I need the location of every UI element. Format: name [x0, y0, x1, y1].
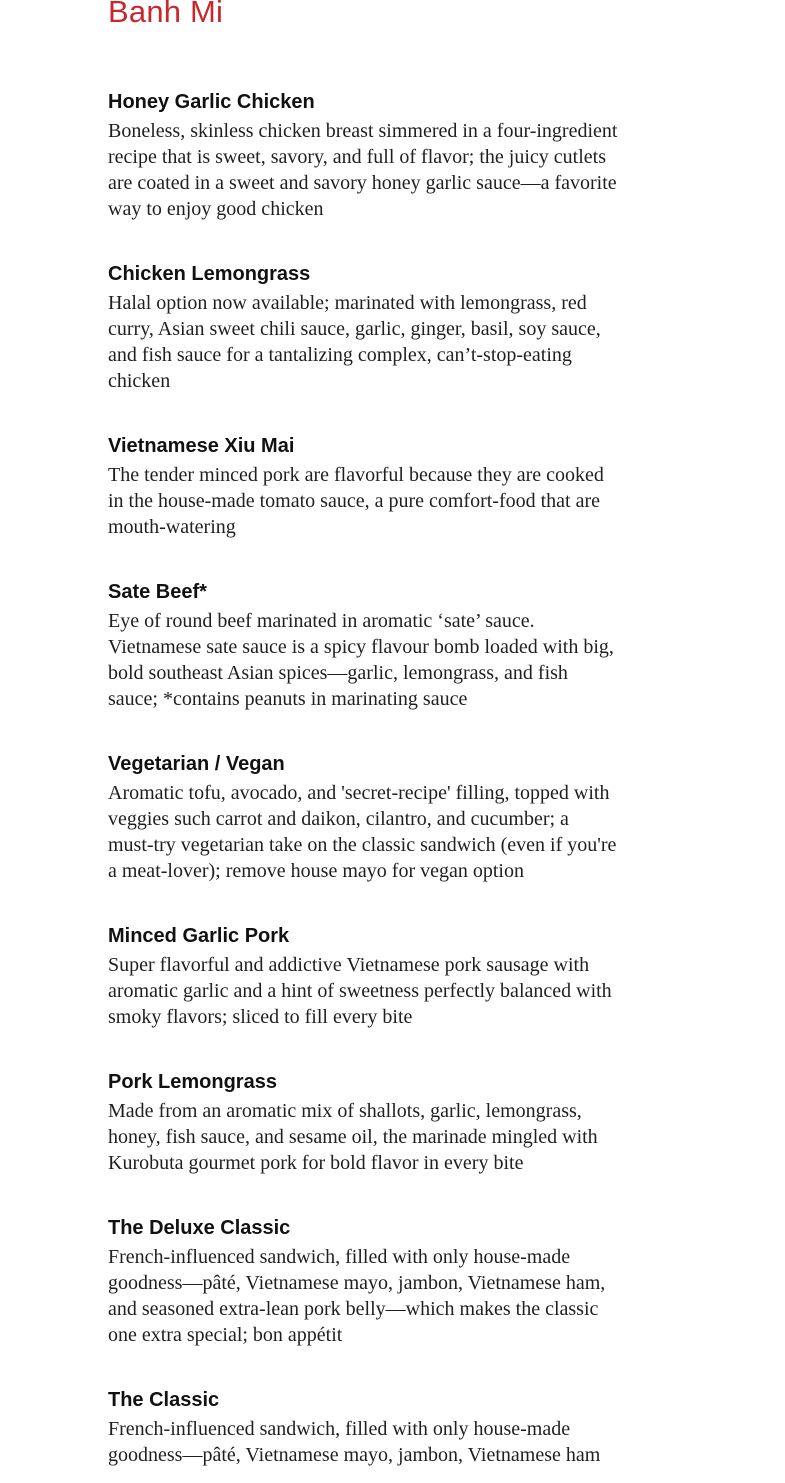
item-name: Vegetarian / Vegan — [108, 753, 285, 775]
menu-item-classic — [108, 1384, 618, 1468]
item-description: Aromatic tofu, avocado, and 'secret-recipe' filling, topped with veggies such carrot and daikon, cilantro, and cucumber; a must-try vegetarian take on the classic sandwich (even if you're a meat-lover); remove house mayo for vegan option — [108, 782, 617, 882]
item-description: The tender minced pork are flavorful because they are cooked in the house-made tomato sauce, a pure comfort-food that are mouth-watering — [108, 464, 604, 538]
menu-item-vegetarian-vegan — [108, 748, 618, 884]
item-description: Super flavorful and addictive Vietnamese pork sausage with aromatic garlic and a hint of sweetness perfectly balanced with smoky flavors; sliced to fill every bite — [108, 954, 612, 1028]
menu-item-deluxe-classic — [108, 1212, 618, 1348]
item-name: Vietnamese Xiu Mai — [108, 435, 295, 457]
menu-item-minced-garlic-pork — [108, 920, 618, 1030]
item-description: Halal option now available; marinated with lemongrass, red curry, Asian sweet chili sauce, garlic, ginger, basil, soy sauce, and fish sauce for a tantalizing complex, can’t-stop-eating chicken — [108, 292, 601, 392]
item-name: Chicken Lemongrass — [108, 263, 311, 285]
item-name: Sate Beef* — [108, 581, 207, 603]
section-title: Banh Mi — [108, 0, 224, 29]
menu-item-sate-beef — [108, 576, 618, 712]
item-description: Eye of round beef marinated in aromatic ‘sate’ sauce. Vietnamese sate sauce is a spicy flavour bomb loaded with big, bold southeast Asian spices—garlic, lemongrass, and fish sauce; *contains peanuts in marinating sauce — [108, 610, 614, 710]
item-name: Minced Garlic Pork — [108, 925, 290, 947]
item-name: Honey Garlic Chicken — [108, 91, 315, 113]
item-name: The Classic — [108, 1389, 220, 1411]
item-description: French-influenced sandwich, filled with only house-made goodness—pâté, Vietnamese mayo, jambon, Vietnamese ham, and seasoned extra-lean pork belly—which makes the classic one extra special; bon appétit — [108, 1246, 606, 1346]
menu-item-vietnamese-xiu-mai — [108, 430, 618, 540]
menu-item-honey-garlic-chicken — [108, 86, 618, 222]
menu-item-chicken-lemongrass — [108, 258, 618, 394]
menu-item-pork-lemongrass — [108, 1066, 618, 1176]
item-name: Pork Lemongrass — [108, 1071, 277, 1093]
item-name: The Deluxe Classic — [108, 1217, 291, 1239]
item-description: Boneless, skinless chicken breast simmered in a four-ingredient recipe that is sweet, savory, and full of flavor; the juicy cutlets are coated in a sweet and savory honey garlic sauce—a favorite way to enjoy good chicken — [108, 120, 618, 220]
menu-list — [108, 86, 618, 1483]
item-description: French-influenced sandwich, filled with only house-made goodness—pâté, Vietnamese mayo, jambon, Vietnamese ham — [108, 1418, 601, 1466]
item-description: Made from an aromatic mix of shallots, garlic, lemongrass, honey, fish sauce, and sesame oil, the marinade mingled with Kurobuta gourmet pork for bold flavor in every bite — [108, 1100, 598, 1174]
